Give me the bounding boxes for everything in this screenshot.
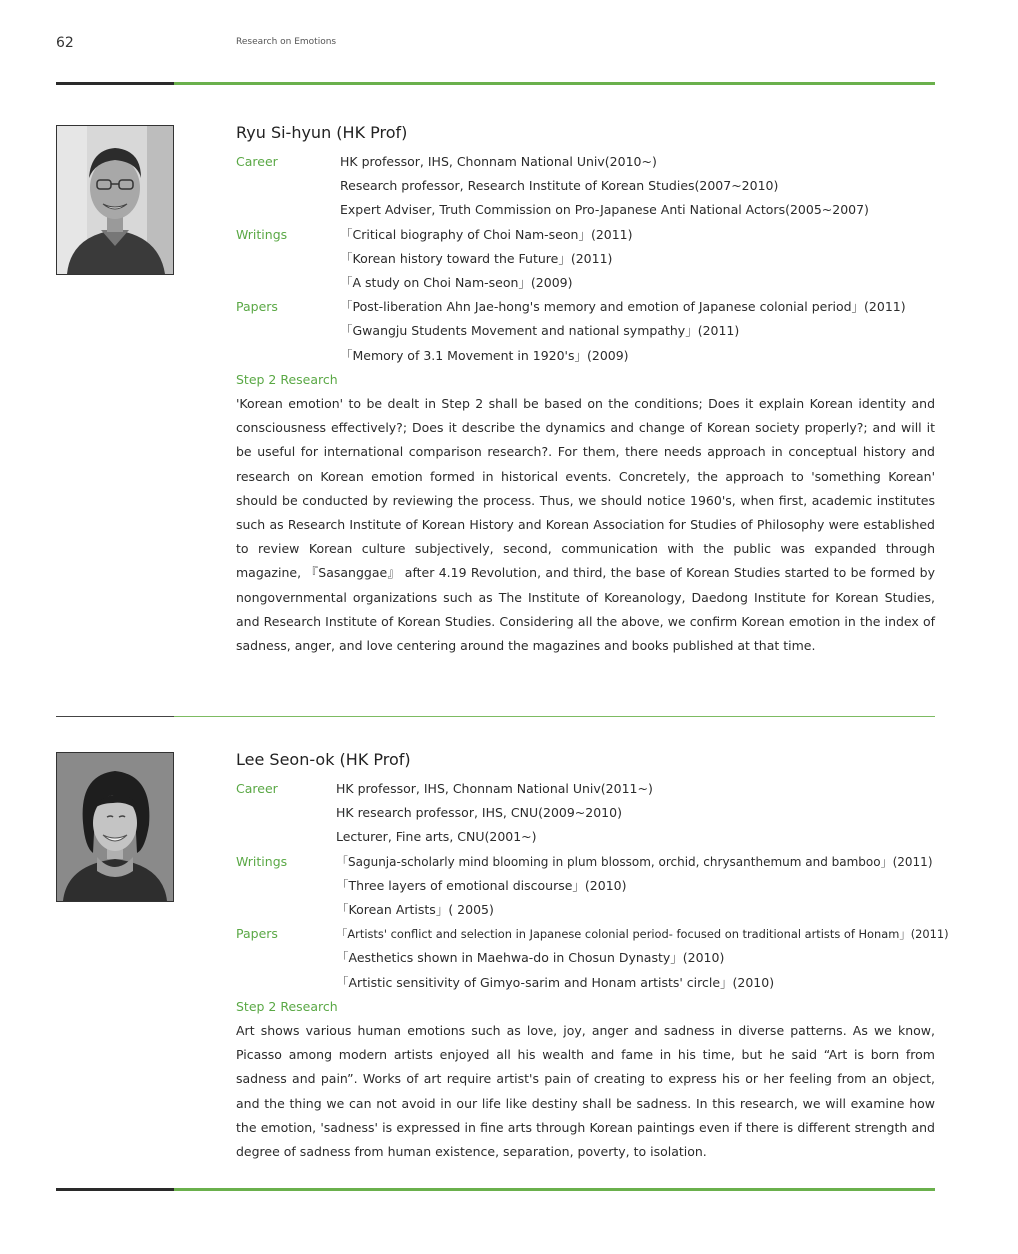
career-item: Research professor, Research Institute of Korean Studies(2007~2010) [340, 178, 779, 194]
career-row [236, 150, 935, 174]
papers-item: 「Aesthetics shown in Maehwa-do in Chosun Dynasty」(2010) [336, 950, 725, 966]
writings-item: 「A study on Choi Nam-seon」(2009) [340, 275, 573, 291]
writings-item: 「Critical biography of Choi Nam-seon」(2011) [340, 226, 633, 242]
portrait-photo-man-icon [57, 126, 173, 274]
top-rule [56, 82, 935, 85]
papers-row [236, 971, 935, 995]
writings-label: Writings [236, 226, 288, 242]
career-item: Lecturer, Fine arts, CNU(2001~) [336, 829, 537, 845]
papers-item: 「Post-liberation Ahn Jae-hong's memory and emotion of Japanese colonial period」(2011) [340, 299, 906, 315]
step2-research-label: Step 2 Research [236, 371, 338, 387]
writings-row [236, 247, 935, 271]
papers-row [236, 319, 935, 343]
running-title: Research on Emotions [236, 37, 337, 47]
papers-item: 「Gwangju Students Movement and national sympathy」(2011) [340, 323, 740, 339]
papers-label: Papers [236, 299, 278, 315]
career-label: Career [236, 154, 278, 169]
papers-item: 「Memory of 3.1 Movement in 1920's」(2009) [340, 347, 629, 363]
writings-row [236, 850, 935, 874]
writings-row [236, 898, 935, 922]
career-item: HK research professor, IHS, CNU(2009~2010) [336, 805, 622, 821]
step2-research-text: Art shows various human emotions such as love, joy, anger and sadness in diverse patterns. As we know, Picasso among modern artists enjoyed all his wealth and fame in his time, but he said “Art is born from sadness and pain”. Works of art require artist's pain of creating to express his or her feeling from an object, and the thing we can not avoid in our life like destiny shall be sadness. In this research, we will examine how the emotion, 'sadness' is expressed in fine arts through Korean paintings even if there is different strength and degree of sadness from human existence, separation, poverty, to isolation. [236, 1023, 935, 1160]
career-item: HK professor, IHS, Chonnam National Univ(2010~) [340, 154, 657, 169]
writings-row [236, 874, 935, 898]
papers-row [236, 946, 935, 970]
papers-item: 「Artistic sensitivity of Gimyo-sarim and Honam artists' circle」(2010) [336, 974, 775, 990]
profile-name: Lee Seon-ok (HK Prof) [236, 750, 411, 769]
career-row [236, 198, 935, 222]
portrait-photo-woman-icon [57, 753, 173, 901]
profile-name: Ryu Si-hyun (HK Prof) [236, 123, 408, 142]
writings-label: Writings [236, 853, 288, 869]
career-item: HK professor, IHS, Chonnam National Univ(2011~) [336, 781, 653, 796]
profile-section-ryu [236, 122, 935, 658]
career-row [236, 174, 935, 198]
writings-item: 「Korean Artists」( 2005) [336, 902, 494, 918]
step2-research-label: Step 2 Research [236, 998, 338, 1014]
career-row [236, 777, 935, 801]
section-divider [56, 716, 935, 717]
career-label: Career [236, 781, 278, 796]
profile-section-lee [236, 749, 949, 1164]
papers-row [236, 922, 949, 946]
writings-row [236, 223, 935, 247]
profile-photo-lee [56, 752, 174, 902]
papers-row [236, 295, 935, 319]
career-row [236, 825, 935, 849]
papers-label: Papers [236, 926, 278, 942]
step2-research-text: 'Korean emotion' to be dealt in Step 2 shall be based on the conditions; Does it explain Korean identity and consciousness effectively?; Does it describe the dynamics and change of Korean society properly?; and will it be useful for international comparison research?. For them, there needs approach in conceptual history and research on Korean emotion formed in historical events. Concretely, the approach to 'something Korean' should be conducted by reviewing the process. Thus, we should notice 1960's, when first, academic institutes such as Research Institute of Korean History and Korean Association for Studies of Philosophy were established to review Korean culture subjectively, second, communication with the public was expanded through magazine, 『Sasanggae』 after 4.19 Revolution, and third, the base of Korean Studies started to be formed by nongovernmental organizations such as The Institute of Koreanology, Daedong Institute for Korean Studies, and Research Institute of Korean Studies. Considering all the above, we confirm Korean emotion in the index of sadness, anger, and love centering around the magazines and books published at that time. [236, 396, 935, 654]
writings-item: 「Korean history toward the Future」(2011) [340, 250, 613, 266]
profile-photo-ryu [56, 125, 174, 275]
career-item: Expert Adviser, Truth Commission on Pro-Japanese Anti National Actors(2005~2007) [340, 202, 869, 218]
page-number: 62 [56, 35, 74, 51]
writings-item: 「Three layers of emotional discourse」(2010) [336, 877, 627, 893]
papers-row [236, 344, 935, 368]
bottom-rule [56, 1188, 935, 1191]
career-row [236, 801, 935, 825]
writings-row [236, 271, 935, 295]
writings-item: 「Sagunja-scholarly mind blooming in plum blossom, orchid, chrysanthemum and bamboo」(2011) [336, 854, 933, 869]
papers-item: 「Artists' conflict and selection in Japanese colonial period- focused on traditional artists of Honam」(2011) [336, 927, 949, 942]
